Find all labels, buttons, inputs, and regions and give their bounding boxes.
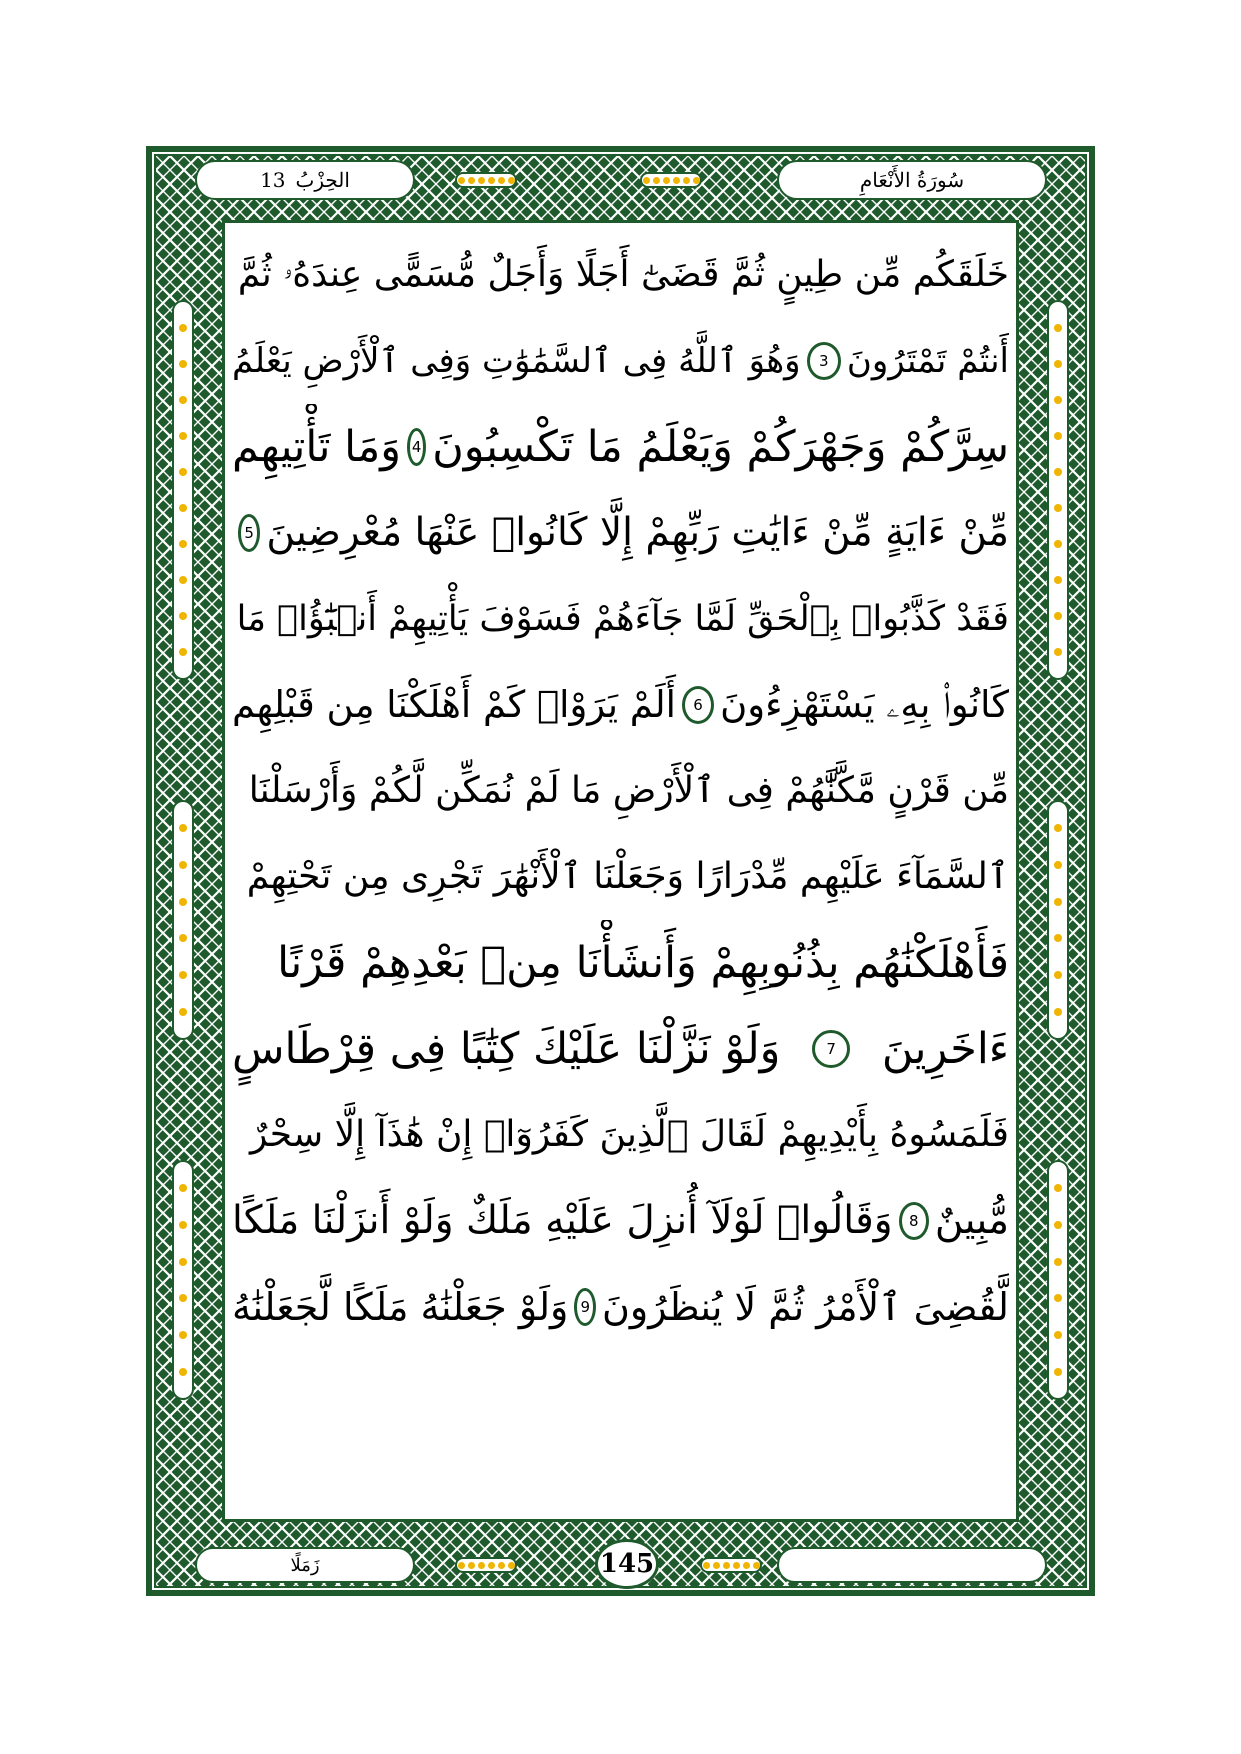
verse-text: فَلَمَسُوهُ بِأَيْدِيهِمْ لَقَالَ ٱلَّذِينَ كَفَرُوٓا۟ إِنْ هَٰذَآ إِلَّا سِحْرٌ [249, 1114, 1009, 1155]
verse-lines-container [232, 232, 1009, 1350]
catchword: زَمَلًا [290, 1554, 320, 1576]
right-side-ornament-bottom [1047, 1160, 1069, 1400]
verse-text: وَلَوْ جَعَلْنَٰهُ مَلَكًا لَّجَعَلْنَٰهُ [232, 1285, 569, 1329]
page-number: 145 [599, 1549, 655, 1579]
verse-line [232, 318, 1009, 404]
right-side-ornament-middle [1047, 800, 1069, 1040]
hizb-cartouche [195, 160, 415, 200]
verse-text: مُّبِينٌ [934, 1198, 1009, 1243]
ayah-number-marker: 3 [807, 342, 841, 380]
left-side-ornament-bottom [172, 1160, 194, 1400]
footer-empty-cartouche [777, 1547, 1047, 1583]
verse-text: لَّقُضِىَ ٱلْأَمْرُ ثُمَّ لَا يُنظَرُونَ [602, 1285, 1009, 1329]
surah-name: سُورَةُ الأَنْعَامِ [859, 168, 965, 192]
header-bead-ornament-left [455, 172, 517, 188]
verse-line [232, 232, 1009, 318]
right-side-ornament-top [1047, 300, 1069, 680]
footer-bead-ornament-left [455, 1557, 517, 1573]
verse-text: مِّنْ ءَايَةٍ مِّنْ ءَايَٰتِ رَبِّهِمْ إِلَّا كَانُوا۟ عَنْهَا مُعْرِضِينَ [266, 510, 1009, 555]
verse-line [232, 662, 1009, 748]
ayah-number-marker: 9 [574, 1288, 596, 1326]
surah-name-cartouche [777, 160, 1047, 200]
ayah-number-marker: 7 [812, 1030, 850, 1068]
verse-line [232, 834, 1009, 920]
ayah-number-marker: 5 [238, 514, 260, 552]
verse-text: أَنتُمْ تَمْتَرُونَ [846, 341, 1009, 381]
ayah-number-marker: 8 [899, 1202, 929, 1240]
ayah-number-marker: 4 [407, 428, 426, 466]
verse-line [232, 748, 1009, 834]
verse-text: فَأَهْلَكْنَٰهُم بِذُنُوبِهِمْ وَأَنشَأْنَا مِنۢ بَعْدِهِمْ قَرْنًا [277, 938, 1009, 988]
verse-text: ٱلسَّمَآءَ عَلَيْهِم مِّدْرَارًا وَجَعَلْنَا ٱلْأَنْهَٰرَ تَجْرِى مِن تَحْتِهِمْ [246, 856, 1009, 897]
footer-bead-ornament-right [700, 1557, 762, 1573]
verse-line [232, 1178, 1009, 1264]
verse-text: أَلَمْ يَرَوْا۟ كَمْ أَهْلَكْنَا مِن قَبْلِهِم [232, 683, 676, 726]
verse-text: وَمَا تَأْتِيهِم [232, 422, 402, 472]
catchword-cartouche [195, 1547, 415, 1583]
verse-line [232, 920, 1009, 1006]
verse-line [232, 1092, 1009, 1178]
ayah-number-marker: 6 [682, 686, 714, 724]
verse-line [232, 1006, 1009, 1092]
hizb-number: 13 [260, 168, 286, 192]
page-number-medallion [595, 1539, 659, 1589]
verse-line [232, 404, 1009, 490]
verse-text: وَهُوَ ٱللَّهُ فِى ٱلسَّمَٰوَٰتِ وَفِى ٱلْأَرْضِ يَعْلَمُ [232, 341, 801, 381]
hizb-label: الحِزْبُ [295, 168, 350, 192]
verse-line [232, 576, 1009, 662]
header-bead-ornament-right [640, 172, 702, 188]
verse-line [232, 1264, 1009, 1350]
verse-text: وَلَوْ نَزَّلْنَا عَلَيْكَ كِتَٰبًا فِى قِرْطَاسٍ [232, 1024, 781, 1074]
verse-text: مِّن قَرْنٍ مَّكَّنَّٰهُمْ فِى ٱلْأَرْضِ مَا لَمْ نُمَكِّن لَّكُمْ وَأَرْسَلْنَا [248, 770, 1009, 811]
verse-text: فَقَدْ كَذَّبُوا۟ بِٱلْحَقِّ لَمَّا جَآءَهُمْ فَسَوْفَ يَأْتِيهِمْ أَنۢبَٰٓؤُا۟ مَا [236, 599, 1009, 639]
verse-text: كَانُوا۟ بِهِۦ يَسْتَهْزِءُونَ [720, 683, 1009, 726]
verse-text: خَلَقَكُم مِّن طِينٍ ثُمَّ قَضَىٰٓ أَجَلًا وَأَجَلٌ مُّسَمًّى عِندَهُۥ ثُمَّ [237, 254, 1009, 295]
verse-text: سِرَّكُمْ وَجَهْرَكُمْ وَيَعْلَمُ مَا تَكْسِبُونَ [432, 422, 1009, 472]
left-side-ornament-top [172, 300, 194, 680]
left-side-ornament-middle [172, 800, 194, 1040]
verse-text: وَقَالُوا۟ لَوْلَآ أُنزِلَ عَلَيْهِ مَلَكٌ وَلَوْ أَنزَلْنَا مَلَكًا [232, 1198, 893, 1243]
verse-text: ءَاخَرِينَ [881, 1024, 1009, 1074]
verse-line [232, 490, 1009, 576]
